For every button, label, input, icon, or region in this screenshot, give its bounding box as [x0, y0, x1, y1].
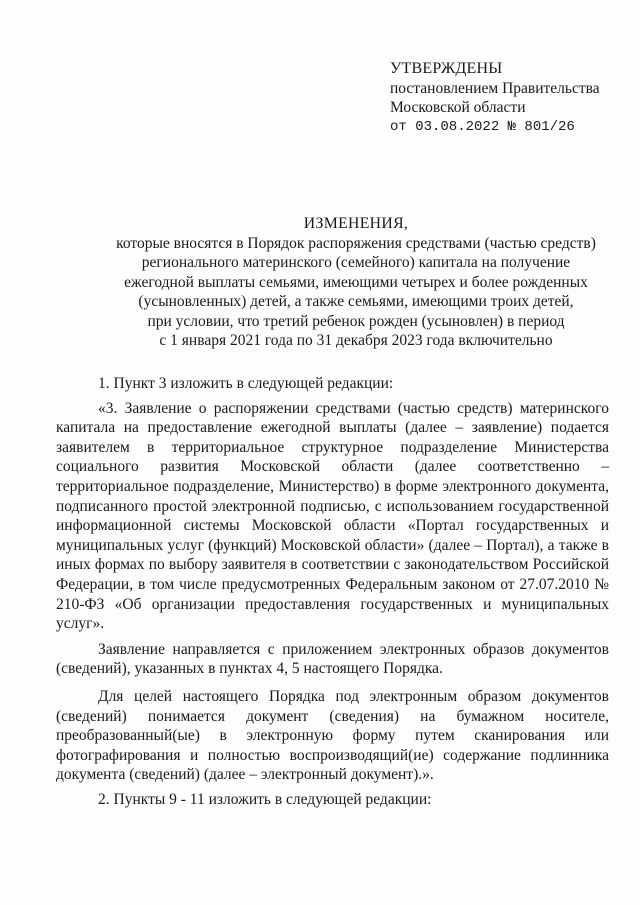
paragraph-2: «3. Заявление о распоряжении средствами (частью средств) материнского капитала на предоставление ежегодной выплаты (далее – заявление) подается заявителем в территориальное структурное подразделение Министерства социального развития Московской области (далее соответственно – территориальное подразделение, Министерство) в форме электронного документа, подписанного простой электронной подписью, с использованием государственной информационной системы Московской области «Портал государственных и муниципальных услуг (функций) Московской области» (далее – Портал), а также в иных формах по выбору заявителя в соответствии с законодательством Российской Федерации, в том числе предусмотренных Федеральным законом от 27.07.2010 № 210-ФЗ «Об организации предоставления государственных и муниципальных услуг».	[56, 399, 609, 633]
paragraph-5: 2. Пункты 9 - 11 изложить в следующей редакции:	[98, 790, 432, 808]
heading-line-4: (усыновленных) детей, а также семьями, имеющими троих детей,	[138, 293, 574, 310]
paragraph-4: Для целей настоящего Порядка под электронным образом документов (сведений) понимается документ (сведения) на бумажном носителе, преобразованный(ые) в электронную форму путем сканирования или фотографирования и полностью воспроизводящий(ие) содержание подлинника документа (сведений) (далее – электронный документ).».	[56, 687, 609, 784]
approval-stamp	[390, 59, 600, 137]
paragraph-1: 1. Пункт 3 изложить в следующей редакции:	[98, 375, 394, 392]
approval-line-1: постановлением Правительства	[390, 79, 600, 97]
approval-line-2: Московской области	[390, 99, 526, 117]
document-heading	[70, 214, 640, 351]
heading-line-6: с 1 января 2021 года по 31 декабря 2023 года включительно	[159, 332, 553, 349]
heading-line-1: которые вносятся в Порядок распоряжения средствами (частью средств)	[116, 234, 596, 252]
heading-line-5: при условии, что третий ребенок рожден (усыновлен) в период	[147, 312, 565, 330]
paragraph-3: Заявление направляется с приложением электронных образов документов (сведений), указанных в пунктах 4, 5 настоящего Порядка.	[56, 640, 609, 678]
approval-date-line: от 03.08.2022 № 801/26	[390, 118, 575, 135]
heading-line-3: ежегодной выплаты семьями, имеющими четырех и более рожденных	[124, 273, 588, 291]
approval-title: УТВЕРЖДЕНЫ	[390, 60, 503, 77]
heading-title: ИЗМЕНЕНИЯ,	[303, 215, 409, 232]
document-body	[56, 374, 609, 809]
heading-line-2: регионального материнского (семейного) капитала на получение	[141, 254, 571, 271]
